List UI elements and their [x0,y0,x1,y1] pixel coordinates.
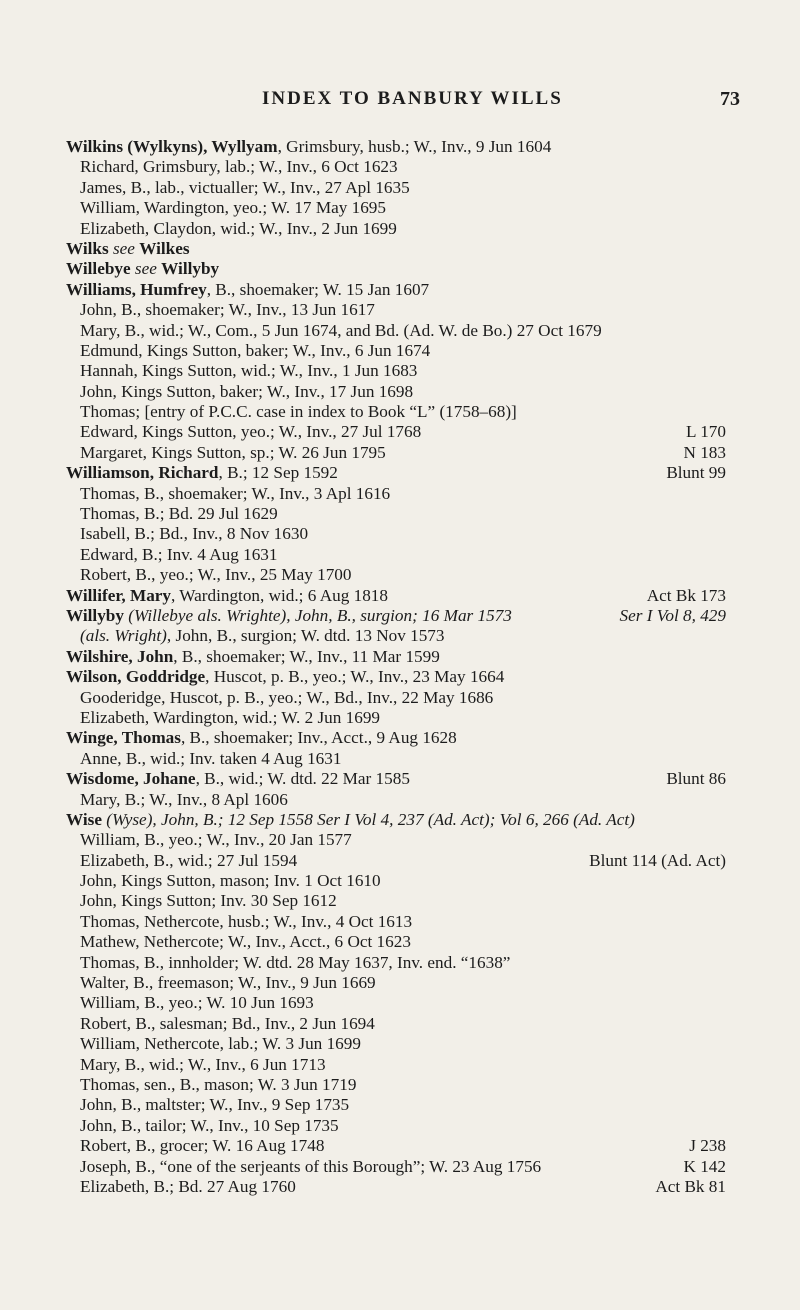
entry-segment: , B., shoemaker; Inv., Acct., 9 Aug 1628 [180,728,457,748]
index-entry [0,1075,800,1095]
entry-reference: Blunt 114 (Ad. Act) [589,850,726,870]
page-header [0,88,800,112]
index-entry-heading [0,728,800,748]
entry-text [66,810,635,830]
index-entry-heading [0,667,800,687]
entry-segment: , B., wid.; W. dtd. 22 Mar 1585 [195,769,410,789]
index-entry [0,1177,800,1197]
entry-segment: John, B., shoemaker; W., Inv., 13 Jun 1617 [80,300,375,320]
entry-segment: Robert, B., grocer; W. 16 Aug 1748 [80,1136,325,1156]
entry-segment: Edward, B.; Inv. 4 Aug 1631 [80,544,278,564]
entry-text [80,1157,541,1177]
entry-text [80,382,413,402]
entry-segment: see [130,259,162,279]
entry-text [66,280,429,300]
entry-segment: Elizabeth, B., wid.; 27 Jul 1594 [80,850,298,870]
entry-text [66,606,512,626]
entry-segment: Elizabeth, Claydon, wid.; W., Inv., 2 Jun 1699 [80,218,397,238]
entry-segment: Hannah, Kings Sutton, wid.; W., Inv., 1 Jun 1683 [80,361,418,381]
entry-segment: James, B., lab., victualler; W., Inv., 27 Apl 1635 [80,177,410,197]
index-entry [0,341,800,361]
index-entry [0,688,800,708]
index-entry-heading [0,259,800,279]
index-entry [0,565,800,585]
entry-segment: William, Wardington, yeo.; W. 17 May 1695 [80,198,386,218]
entry-segment: Willyby [161,259,220,279]
entry-segment: Gooderidge, Huscot, p. B., yeo.; W., Bd., Inv., 22 May 1686 [80,687,494,707]
entry-text [80,219,397,239]
index-entry-heading [0,810,800,830]
index-entry [0,321,800,341]
entry-segment: Elizabeth, B.; Bd. 27 Aug 1760 [80,1176,296,1196]
entry-segment: (als. Wright) [80,626,167,646]
entry-text [66,647,440,667]
entry-segment: John, B., maltster; W., Inv., 9 Sep 1735 [80,1095,350,1115]
entry-reference: J 238 [689,1136,726,1156]
index-entry [0,912,800,932]
entry-text [66,137,551,157]
index-entry [0,1034,800,1054]
entry-segment: John, Kings Sutton, mason; Inv. 1 Oct 1610 [80,871,381,891]
entry-text [80,708,380,728]
entry-text [80,1034,361,1054]
index-entry [0,851,800,871]
entry-segment: William, B., yeo.; W. 10 Jun 1693 [80,993,314,1013]
entry-reference: Blunt 86 [666,769,726,789]
entry-segment: Mary, B.; W., Inv., 8 Apl 1606 [80,789,288,809]
entry-text [80,1075,356,1095]
entry-reference: Ser I Vol 8, 429 [619,605,726,625]
entry-segment: Edmund, Kings Sutton, baker; W., Inv., 6 Jun 1674 [80,340,431,360]
index-entry [0,1136,800,1156]
entry-segment: Thomas, B., shoemaker; W., Inv., 3 Apl 1616 [80,483,391,503]
entry-text [80,504,278,524]
entry-text [80,1177,296,1197]
entry-segment: Thomas; [entry of P.C.C. case in index to Book “L” (1758–68)] [80,402,517,422]
entry-segment: Walter, B., freemason; W., Inv., 9 Jun 1669 [80,973,376,993]
entry-segment: Richard, Grimsbury, lab.; W., Inv., 6 Oct 1623 [80,157,398,177]
entry-text [80,932,411,952]
entry-text [80,626,444,646]
index-entry [0,932,800,952]
entry-segment: Wilshire, John [66,646,174,666]
entry-reference: Act Bk 81 [655,1176,726,1196]
entry-segment: (Wyse), John, B.; 12 Sep 1558 Ser I Vol 4, 237 (Ad. Act); Vol 6, 266 (Ad. Act) [101,809,635,829]
entry-segment: Anne, B., wid.; Inv. taken 4 Aug 1631 [80,748,342,768]
entry-segment: Wisdome, Johane [66,769,196,789]
entry-segment: , B.; 12 Sep 1592 [218,463,338,483]
entry-segment: Elizabeth, Wardington, wid.; W. 2 Jun 1699 [80,707,381,727]
index-entry [0,871,800,891]
entry-text [66,667,504,687]
entry-segment: Edward, Kings Sutton, yeo.; W., Inv., 27 Jul 1768 [80,422,422,442]
index-entry-heading [0,606,800,626]
entry-reference: K 142 [683,1156,726,1176]
entry-text [80,341,430,361]
entry-text [80,1116,339,1136]
entry-text [66,728,457,748]
entry-text [80,321,602,341]
entry-text [80,1136,324,1156]
entry-segment: , Grimsbury, husb.; W., Inv., 9 Jun 1604 [277,137,552,156]
entry-text [80,688,493,708]
entry-text [80,524,308,544]
entry-text [80,300,375,320]
entry-segment: Isabell, B.; Bd., Inv., 8 Nov 1630 [80,524,309,544]
entry-segment: Robert, B., yeo.; W., Inv., 25 May 1700 [80,565,352,585]
entry-text [80,443,386,463]
entry-text [80,422,421,442]
entry-segment: John, Kings Sutton, baker; W., Inv., 17 Jun 1698 [80,381,414,401]
entry-text [80,178,410,198]
entry-reference: L 170 [686,422,726,442]
entry-reference: Act Bk 173 [646,585,726,605]
entry-segment: John, B., tailor; W., Inv., 10 Sep 1735 [80,1115,339,1135]
index-entry [0,484,800,504]
index-entry [0,157,800,177]
entry-segment: Wilkes [139,238,190,258]
index-entry [0,1055,800,1075]
entry-segment: see [108,238,140,258]
entry-segment: Williamson, Richard [66,463,219,483]
index-entry-heading [0,137,800,157]
entry-segment: Wilks [66,238,109,258]
entry-text [80,891,337,911]
index-entry [0,708,800,728]
index-entry [0,1014,800,1034]
entry-text [80,1014,375,1034]
index-entry [0,300,800,320]
index-entry [0,790,800,810]
entry-segment: Wise [66,809,102,829]
entry-text [80,484,390,504]
index-entry [0,545,800,565]
entry-text [80,912,412,932]
index-entry [0,1157,800,1177]
index-entry-heading [0,463,800,483]
entry-text [66,586,388,606]
index-entry-heading [0,239,800,259]
entry-segment: William, Nethercote, lab.; W. 3 Jun 1699 [80,1034,361,1054]
index-entry [0,749,800,769]
entry-segment: , Wardington, wid.; 6 Aug 1818 [171,585,388,605]
entry-segment: , Huscot, p. B., yeo.; W., Inv., 23 May 1664 [205,667,505,687]
index-entry [0,504,800,524]
entry-segment: Mary, B., wid.; W., Com., 5 Jun 1674, and Bd. (Ad. W. de Bo.) 27 Oct 1679 [80,320,602,340]
index-entry [0,178,800,198]
entry-text [80,157,398,177]
page-number: 73 [720,88,740,110]
entry-text [80,402,517,422]
entry-segment: Williams, Humfrey [66,279,207,299]
index-entry [0,443,800,463]
entry-segment: Willebye [66,259,131,279]
entry-text [80,790,288,810]
entry-text [80,565,351,585]
entry-text [80,361,417,381]
entry-segment: , B., shoemaker; W., Inv., 11 Mar 1599 [173,646,440,666]
entry-text [80,1095,349,1115]
index-entry-heading [0,647,800,667]
entry-text [80,953,510,973]
entry-segment: Thomas, Nethercote, husb.; W., Inv., 4 Oct 1613 [80,911,413,931]
index-entry [0,1095,800,1115]
entry-reference: Blunt 99 [666,463,726,483]
entry-text [66,239,190,259]
entry-segment: Wilson, Goddridge [66,667,206,687]
index-entry [0,422,800,442]
entry-segment: Margaret, Kings Sutton, sp.; W. 26 Jun 1795 [80,442,386,462]
index-entry-heading [0,280,800,300]
running-head: INDEX TO BANBURY WILLS [262,88,563,109]
index-entry [0,198,800,218]
entry-segment: , John, B., surgion; W. dtd. 13 Nov 1573 [166,626,445,646]
index-entry [0,219,800,239]
entry-segment: Thomas, B.; Bd. 29 Jul 1629 [80,504,278,524]
entry-reference: N 183 [683,442,726,462]
entry-segment: Winge, Thomas [66,728,181,748]
entry-text [80,871,381,891]
entry-text [66,463,338,483]
entry-segment: William, B., yeo.; W., Inv., 20 Jan 1577 [80,830,352,850]
index-entry [0,361,800,381]
entry-segment: Mathew, Nethercote; W., Inv., Acct., 6 Oct 1623 [80,932,411,952]
index-entry [0,830,800,850]
entry-segment: Willifer, Mary [66,585,172,605]
entry-text [80,851,297,871]
entry-text [80,830,352,850]
entry-segment: John, Kings Sutton; Inv. 30 Sep 1612 [80,891,337,911]
index-entry [0,1116,800,1136]
index-entry [0,993,800,1013]
entry-segment: Mary, B., wid.; W., Inv., 6 Jun 1713 [80,1054,326,1074]
entry-segment: Joseph, B., “one of the serjeants of this Borough”; W. 23 Aug 1756 [80,1156,542,1176]
entry-text [80,545,277,565]
index-entry [0,891,800,911]
entry-text [66,259,219,279]
index-entry [0,973,800,993]
entry-segment: Thomas, sen., B., mason; W. 3 Jun 1719 [80,1074,357,1094]
entry-segment: , B., shoemaker; W. 15 Jan 1607 [206,279,430,299]
entry-text [80,749,341,769]
entry-segment: Willyby [66,605,124,625]
index-entry-heading [0,586,800,606]
index-entry [0,402,800,422]
entry-text [80,1055,326,1075]
index-entry [0,382,800,402]
index-entry [0,524,800,544]
entry-text [80,973,376,993]
entry-segment: (Willebye als. Wrighte), John, B., surgion; 16 Mar 1573 [123,605,512,625]
index-entries [0,137,800,1197]
entry-text [80,198,386,218]
entry-segment: Thomas, B., innholder; W. dtd. 28 May 1637, Inv. end. “1638” [80,952,511,972]
entry-segment: Robert, B., salesman; Bd., Inv., 2 Jun 1694 [80,1013,375,1033]
entry-text [80,993,314,1013]
index-entry [0,953,800,973]
index-entry-heading [0,769,800,789]
index-entry [0,626,800,646]
entry-text [66,769,410,789]
entry-segment: Wilkins (Wylkyns), Wyllyam [66,137,278,156]
